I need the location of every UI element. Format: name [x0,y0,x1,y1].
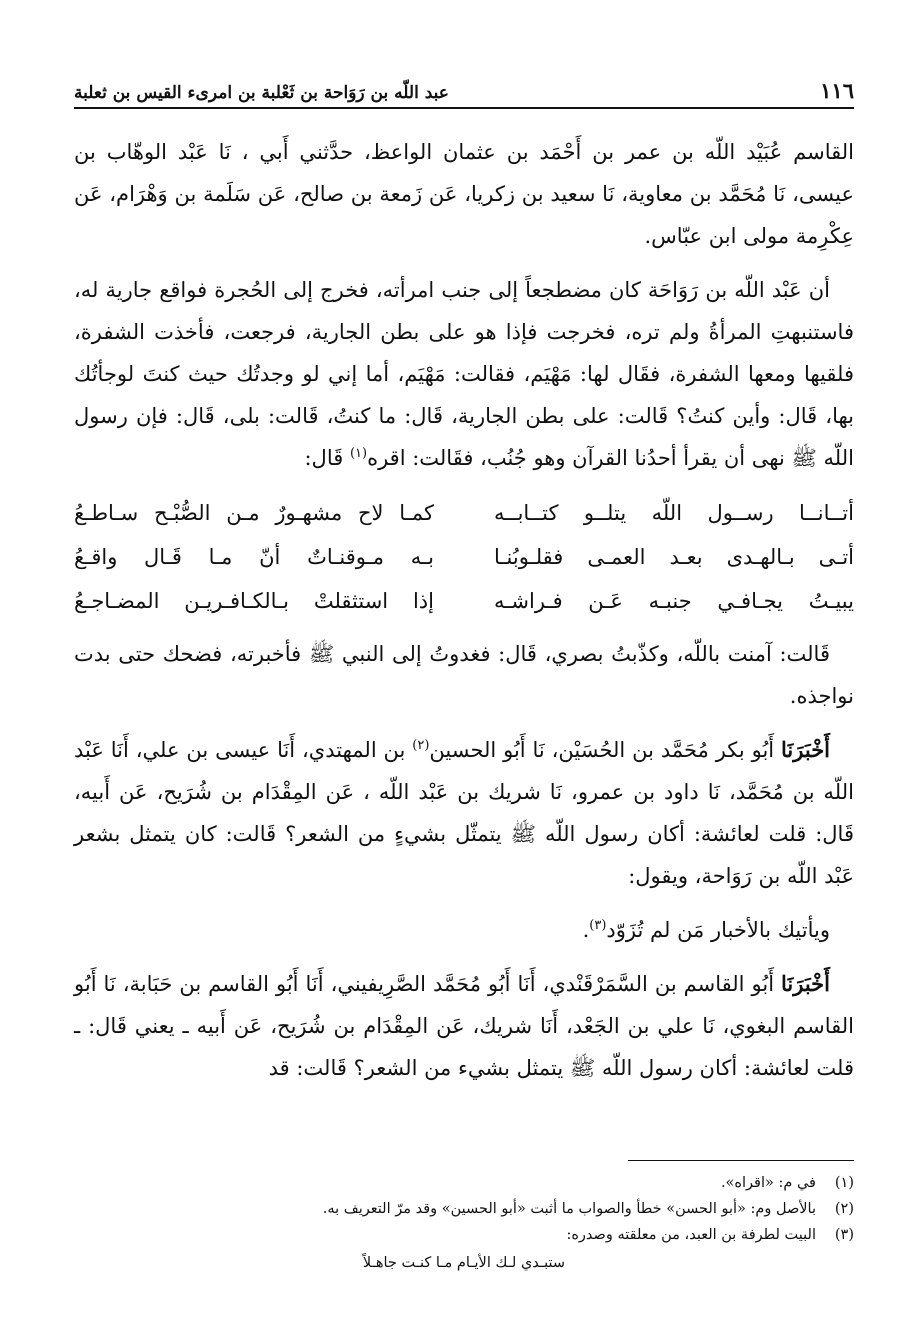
poem-verse [74,491,854,535]
akhbarana-lead: أَخْبَرَنَا [781,971,830,996]
poem-hemistich: يبيـتُ يجـافـي جنبـه عَـن فـراشـه [494,589,854,613]
verse-text: ويأتيك بالأخبار مَن لم تُزَوّد [606,918,830,942]
paragraph-hadith-1 [74,729,854,897]
page [74,78,854,1101]
running-header [74,78,854,109]
footnote-text: البيت لطرفة بن العبد، من معلقته وصدره: [566,1227,816,1243]
paragraph-text: القاسم عُبَيْد اللّه بن عمر بن أَحْمَد بن عثمان الواعظ، حدَّثني أَبي ، نَا عَبْد الوهّاب بن عيسى، نَا مُحَمَّد بن معاوية، نَا سعيد بن زكريا، عَن زَمعة بن صالح، عَن سَلَمة بن وَهْرَام، عَن عِكْرِمة مولى ابن عبّاس. [74,140,854,248]
footnotes [74,1170,854,1276]
footnote-number: (٢) [834,1201,854,1217]
footnote [74,1170,854,1196]
poem-hemistich: أتـى بـالهـدى بعـد العمـى فقلـوبُنـا [494,545,854,569]
footnote-ref-3[interactable]: (٣) [589,918,607,933]
paragraph-text: قَالت: آمنت باللّه، وكذّبتُ بصري، قَال: فغدوتُ إلى النبي ﷺ فأخبرته، فضحك حتى بدت نواجذه. [74,642,854,708]
running-title: عبد اللّه بن رَوَاحة بن ثَعْلبة بن امرىء القيس بن ثعلبة [74,83,449,103]
poem-hemistich: إذا استثقلتْ بـالكـافـريـن المضـاجـعُ [74,589,434,613]
verse-end: . [582,918,590,942]
poem-hemistich: كمـا لاح مشهـورٌ مـن الصُّبْـح سـاطـعُ [74,501,434,525]
footnote [74,1196,854,1222]
paragraph-text: بن المهتدي، أَنَا عيسى بن علي، أَنَا عَبْد اللّه بن مُحَمَّد، نَا داود بن عمرو، نَا شريك بن عَبْد اللّه ، عَن المِقْدَام بن شُرَيح، عَن أَبيه، قَال: قلت لعائشة: أكان رسول اللّه ﷺ يتمثّل بشيءٍ من الشعر؟ قَالت: كان يتمثل بشعر عَبْد اللّه بن رَوَاحة، ويقول: [74,738,854,888]
footnote-text: بالأصل وم: «أبو الحسن» خطأ والصواب ما أثبت «أبو الحسين» وقد مرّ التعريف به. [322,1201,816,1217]
footnote-text: في م: «اقراه». [720,1175,816,1191]
paragraph-after-poem [74,633,854,717]
poem-hemistich: أتــانــا رســول اللّه يتلــو كتــابــه [494,501,854,525]
page-number: ١١٦ [820,78,854,103]
footnote [74,1222,854,1248]
footnote-separator [628,1160,854,1161]
paragraph-hadith-2 [74,963,854,1089]
paragraph-isnad [74,131,854,257]
paragraph-text: أَبُو بكر مُحَمَّد بن الحُسَيْن، نَا أَبُو الحسين [429,738,782,762]
poem-verse [74,535,854,579]
footnote-ref-2[interactable]: (٢) [412,738,430,753]
footnote-number: (٣) [834,1227,854,1243]
footnote-verse: ستبـدي لـك الأيـام مـا كنـت جاهـلاً [362,1255,566,1271]
paragraph-story [74,269,854,479]
paragraph-tail: قَال: [304,446,350,470]
poem-verse [74,579,854,623]
akhbarana-lead: أَخْبَرَنَا [781,737,831,762]
main-text [74,131,854,1089]
footnote-ref-1[interactable]: (١) [349,446,368,461]
quoted-verse [74,909,854,951]
paragraph-text: أَبُو القاسم بن السَّمَرْقَنْدي، أَنَا أَبُو مُحَمَّد الصَّرِيفيني، أَنَا أَبُو القاسم بن حَبَابة، نَا أَبُو القاسم البغوي، نَا علي بن الجَعْد، أَنَا شريك، عَن المِقْدَام بن شُرَيح، عَن أَبيه ـ يعني قَال: ـ قلت لعائشة: أكان رسول اللّه ﷺ يتمثل بشيء من الشعر؟ قَالت: قد [74,972,854,1080]
poem [74,491,854,623]
poem-hemistich: بـه مـوقنـاتٌ أنّ مـا قَـال واقـعُ [74,545,434,569]
footnote-number: (١) [834,1175,854,1191]
paragraph-text: أن عَبْد اللّه بن رَوَاحَة كان مضطجعاً إلى جنب امرأته، فخرج إلى الحُجرة فواقع جارية له، فاستنبهتِ المرأةُ ولم تره، فخرجت فإذا هو على بطن الجارية، فرجعت، فأخذت الشفرة، فلقيها ومعها الشفرة، فقَال لها: مَهْيَم، فقالت: مَهْيَم، أما إني لو وجدتُك حيث كنتَ لوجأتُك بها، قَال: وأين كنتُ؟ قَالت: على بطن الجارية، قَال: ما كنتُ، قَالت: بلى، قَال: فإن رسول اللّه ﷺ نهى أن يقرأ أحدُنا القرآن وهو جُنُب، فقَالت: اقره [74,278,854,470]
